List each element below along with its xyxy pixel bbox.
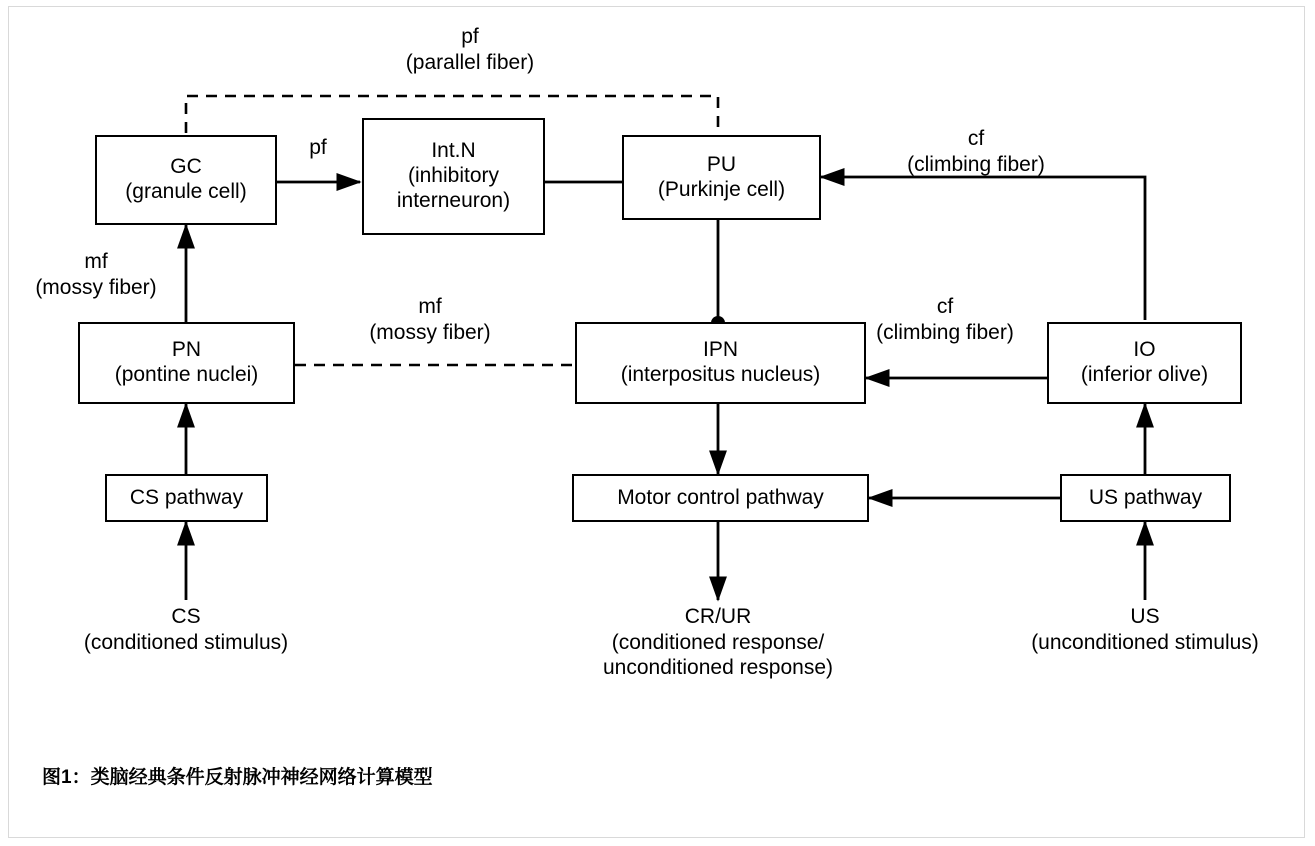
label-mf-mid-line1: mf xyxy=(418,295,442,318)
node-cs-pathway[interactable] xyxy=(105,474,268,522)
label-cf-top-line2: (climbing fiber) xyxy=(907,152,1045,176)
figure-caption: 图1：类脑经典条件反射脉冲神经网络计算模型 xyxy=(42,767,433,788)
label-mf-left-line1: mf xyxy=(84,250,108,273)
node-pontine-nuclei-line2: (pontine nuclei) xyxy=(114,363,259,386)
label-cf-mid-line1: cf xyxy=(936,295,954,318)
label-cr-line3: unconditioned response) xyxy=(603,656,833,680)
node-purkinje-cell[interactable] xyxy=(622,135,821,220)
label-pf-parallel-fiber xyxy=(370,24,570,75)
node-us-pathway-line1: US pathway xyxy=(1088,485,1203,509)
label-cs-line1: CS xyxy=(171,605,201,628)
node-inhibitory-interneuron-line3: interneuron) xyxy=(396,188,511,212)
label-cr-line2: (conditioned response/ xyxy=(611,630,825,654)
label-cs-line2: (conditioned stimulus) xyxy=(83,630,289,654)
label-pf-gc-intn xyxy=(288,135,348,161)
node-purkinje-cell-line2: (Purkinje cell) xyxy=(657,177,786,201)
label-mf-left-line2: (mossy fiber) xyxy=(35,275,157,299)
node-granule-cell[interactable] xyxy=(95,135,277,225)
label-mf-mossy-fiber-middle xyxy=(330,294,530,345)
node-granule-cell-line1: GC xyxy=(170,155,202,179)
node-interpositus-nucleus-line2: (interpositus nucleus) xyxy=(620,363,821,386)
node-purkinje-cell-line1: PU xyxy=(706,152,737,176)
label-cs-stimulus xyxy=(26,604,346,655)
label-cr-ur-response xyxy=(538,604,898,681)
label-cr-line1: CR/UR xyxy=(684,605,752,628)
label-cf-climbing-fiber-top xyxy=(866,126,1086,177)
node-motor-control-pathway-line1: Motor control pathway xyxy=(617,485,824,509)
node-pontine-nuclei-line1: PN xyxy=(171,338,202,362)
label-us-line1: US xyxy=(1130,605,1160,628)
label-mf-mossy-fiber-left xyxy=(0,249,196,300)
node-interpositus-nucleus[interactable] xyxy=(575,322,866,404)
label-pf-parallel-fiber-line1: pf xyxy=(461,25,479,48)
label-cf-top-line1: cf xyxy=(967,127,985,150)
node-granule-cell-line2: (granule cell) xyxy=(125,180,247,203)
label-cf-climbing-fiber-middle xyxy=(835,294,1055,345)
node-inhibitory-interneuron-line1: Int.N xyxy=(431,139,476,163)
label-pf-gc-intn-text: pf xyxy=(309,136,327,159)
node-motor-control-pathway[interactable] xyxy=(572,474,869,522)
node-inferior-olive[interactable] xyxy=(1047,322,1242,404)
node-cs-pathway-line1: CS pathway xyxy=(129,485,244,509)
label-cf-mid-line2: (climbing fiber) xyxy=(876,320,1014,344)
label-us-line2: (unconditioned stimulus) xyxy=(1031,630,1259,654)
node-inferior-olive-line2: (inferior olive) xyxy=(1080,363,1209,386)
node-interpositus-nucleus-line1: IPN xyxy=(702,338,738,362)
node-pontine-nuclei[interactable] xyxy=(78,322,295,404)
node-us-pathway[interactable] xyxy=(1060,474,1231,522)
node-inferior-olive-line1: IO xyxy=(1133,338,1156,362)
label-pf-parallel-fiber-line2: (parallel fiber) xyxy=(405,50,535,74)
node-inhibitory-interneuron[interactable] xyxy=(362,118,545,235)
label-us-stimulus xyxy=(963,604,1315,655)
node-inhibitory-interneuron-line2: (inhibitory xyxy=(407,164,500,188)
label-mf-mid-line2: (mossy fiber) xyxy=(369,320,491,344)
